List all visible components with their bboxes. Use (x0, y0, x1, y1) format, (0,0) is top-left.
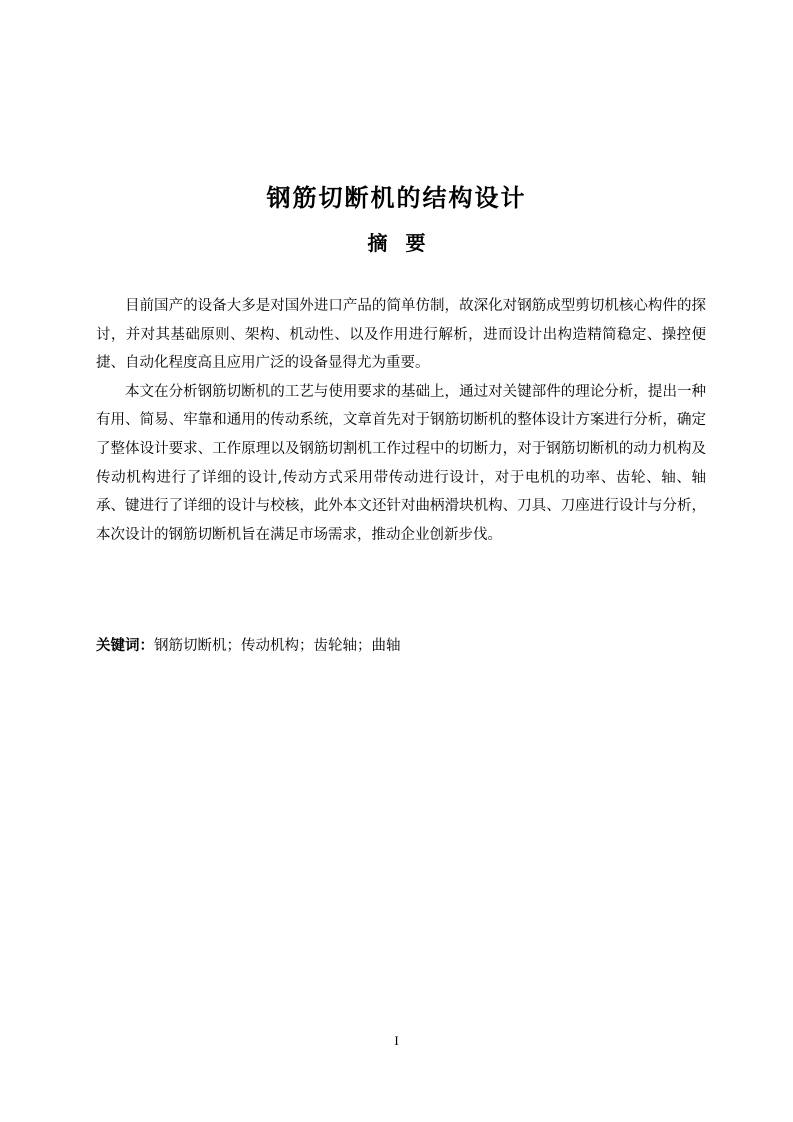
keywords-text: 钢筋切断机；传动机构；齿轮轴；曲轴 (154, 638, 401, 654)
page-number: I (394, 1033, 399, 1048)
abstract-heading: 摘要 (367, 231, 444, 255)
document-title: 钢筋切断机的结构设计 (266, 184, 527, 212)
abstract-paragraph-1: 目前国产的设备大多是对国外进口产品的简单仿制，故深化对钢筋成型剪切机核心构件的探讨，并对其基础原则、架构、机动性、以及作用进行解析，进而设计出构造精简稳定、操控便捷、自动化程度高且应用广泛的设备显得尤为重要。 (96, 298, 706, 372)
abstract-body (96, 292, 706, 549)
keywords-label: 关键词： (96, 638, 154, 654)
keywords-line (96, 632, 706, 660)
abstract-paragraph-2: 本文在分析钢筋切断机的工艺与使用要求的基础上，通过对关键部件的理论分析，提出一种有用、简易、牢靠和通用的传动系统，文章首先对于钢筋切断机的整体设计方案进行分析，确定了整体设计要求、工作原理以及钢筋切割机工作过程中的切断力，对于钢筋切断机的动力机构及传动机构进行了详细的设计,传动方式采用带传动进行设计，对于电机的功率、齿轮、轴、轴承、键进行了详细的设计与校核，此外本文还针对曲柄滑块机构、刀具、刀座进行设计与分析，本次设计的钢筋切断机旨在满足市场需求，推动企业创新步伐。 (96, 383, 706, 543)
